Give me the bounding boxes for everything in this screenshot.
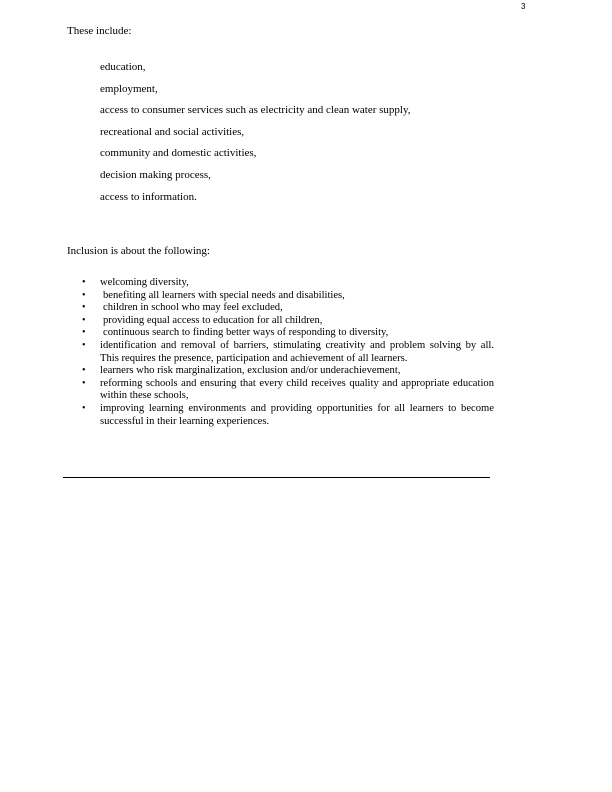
bullet-text: providing equal access to education for all children,: [103, 314, 323, 326]
bullet-text: improving learning environments and providing opportunities for all learners to become successful in their learning experiences.: [100, 402, 494, 427]
list-item: employment,: [100, 82, 158, 95]
bullet-text: reforming schools and ensuring that every child receives quality and appropriate education within these schools,: [100, 377, 494, 402]
bullet-text: continuous search to finding better ways of responding to diversity,: [103, 327, 389, 339]
bullet-icon: •: [82, 402, 86, 414]
bullet-text: children in school who may feel excluded,: [103, 302, 283, 314]
page-number: 3: [521, 2, 526, 11]
list-item: community and domestic activities,: [100, 147, 257, 160]
bullet-item: [0, 378, 494, 403]
list-item: recreational and social activities,: [100, 125, 245, 138]
bullet-icon: •: [82, 277, 86, 288]
bullet-icon: •: [82, 314, 86, 326]
bullet-item: [0, 327, 494, 340]
bullet-text: identification and removal of barriers, stimulating creativity and problem solving by all. This requires the presence, participation and achievement of all learners.: [100, 339, 494, 364]
bullet-icon: •: [82, 289, 86, 301]
bullet-icon: •: [82, 302, 86, 314]
bullet-icon: •: [82, 377, 86, 389]
bullet-text: benefiting all learners with special needs and disabilities,: [103, 289, 345, 301]
list-item: access to consumer services such as electricity and clean water supply,: [100, 104, 411, 117]
list-item: decision making process,: [100, 168, 211, 181]
bullet-icon: •: [82, 339, 86, 351]
list-item: access to information.: [100, 190, 197, 203]
inclusion-heading: Inclusion is about the following:: [67, 245, 210, 257]
bullet-item: [0, 365, 494, 378]
bullet-text: learners who risk marginalization, exclusion and/or underachievement,: [100, 365, 401, 377]
bullet-icon: •: [82, 327, 86, 339]
inclusion-bullet-list: [0, 277, 612, 428]
bullet-icon: •: [82, 365, 86, 377]
horizontal-rule: [63, 477, 490, 478]
list-item: education,: [100, 61, 146, 73]
bullet-item: [0, 277, 494, 290]
bullet-item: [0, 290, 494, 303]
bullet-text: welcoming diversity,: [100, 277, 189, 288]
bullet-item: [0, 302, 494, 315]
bullet-item: [0, 403, 494, 428]
bullet-item: [0, 340, 494, 365]
intro-text: These include:: [67, 25, 132, 37]
bullet-item: [0, 315, 494, 328]
areas-list: [100, 61, 411, 212]
